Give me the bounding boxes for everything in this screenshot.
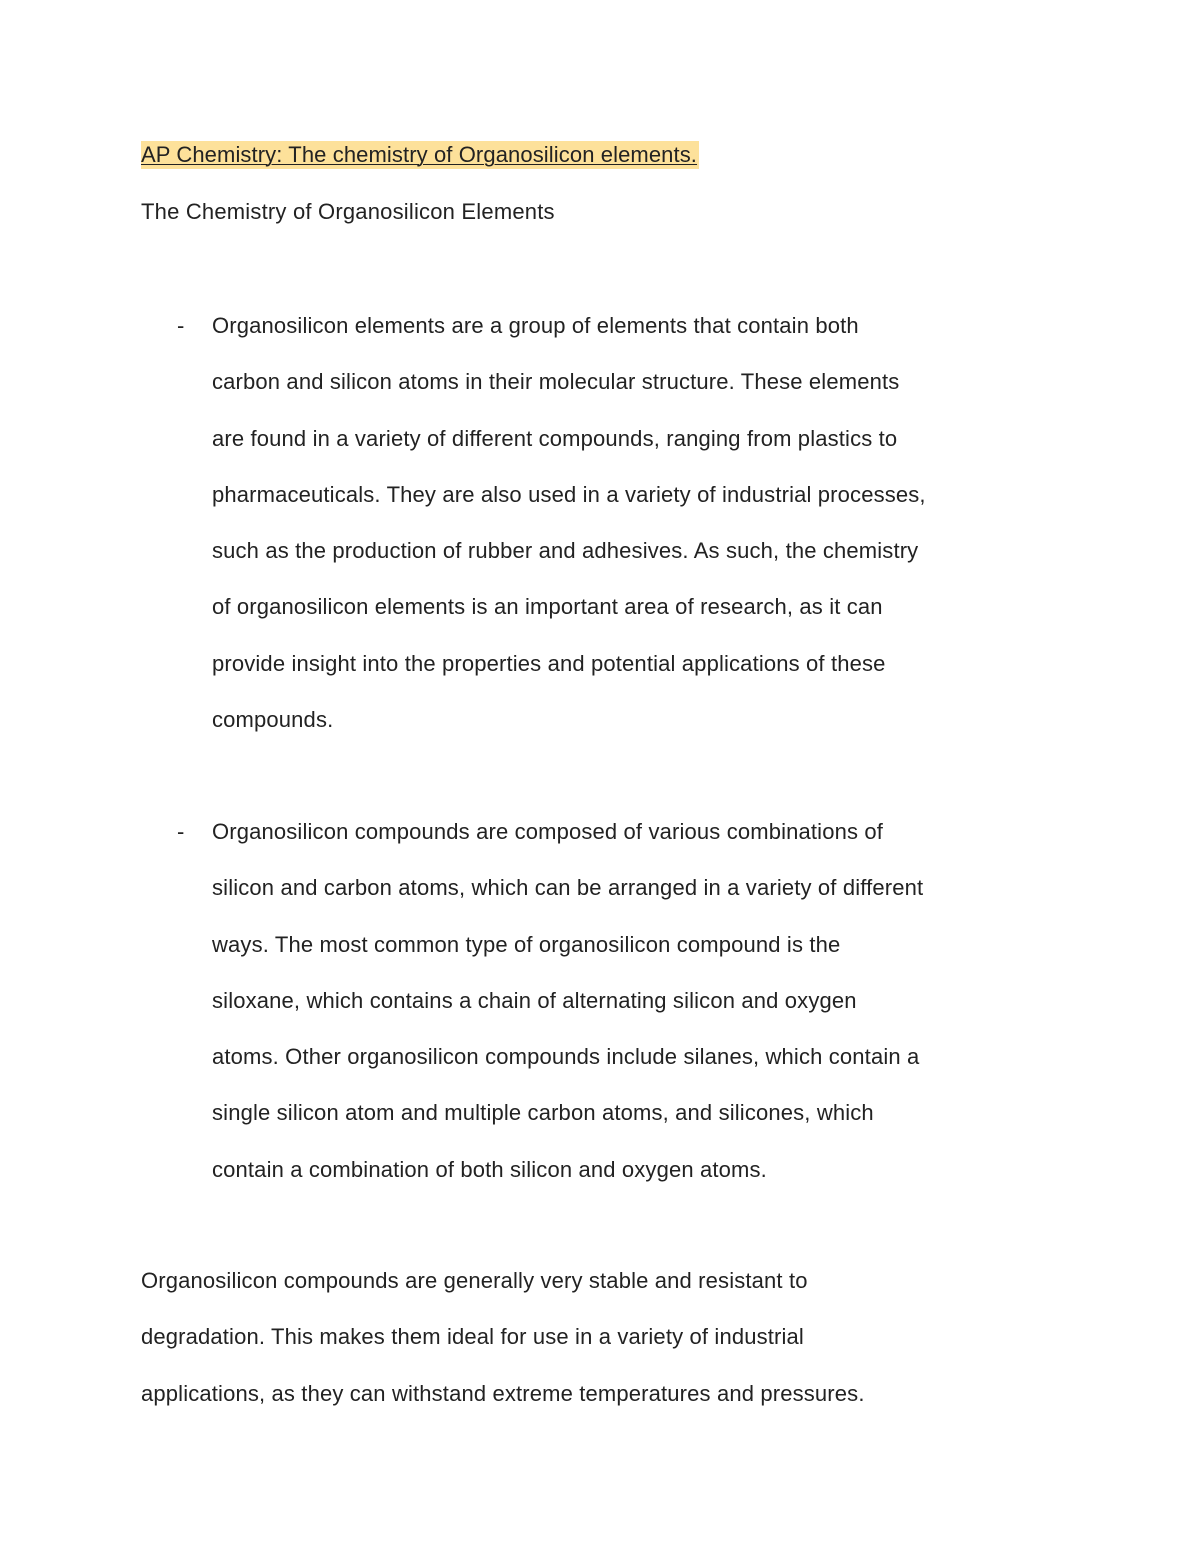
document-title-link[interactable]: AP Chemistry: The chemistry of Organosilicon elements.	[141, 142, 698, 167]
text-line: compounds.	[212, 707, 334, 733]
text-line: provide insight into the properties and potential applications of these	[212, 650, 886, 676]
bullet-text	[212, 298, 1092, 748]
bullet-item-2	[141, 804, 1101, 1199]
text-line: contain a combination of both silicon and oxygen atoms.	[212, 1156, 767, 1182]
text-line: single silicon atom and multiple carbon atoms, and silicones, which	[212, 1100, 874, 1126]
bullet-text	[212, 804, 1092, 1198]
bullet-marker: -	[177, 819, 185, 844]
bullet-marker: -	[177, 313, 185, 338]
text-line: Organosilicon compounds are generally very stable and resistant to	[141, 1268, 808, 1293]
text-line: degradation. This makes them ideal for use in a variety of industrial	[141, 1324, 804, 1350]
bullet-item-1	[141, 298, 1101, 749]
text-line: Organosilicon elements are a group of elements that contain both	[212, 313, 859, 338]
text-line: such as the production of rubber and adhesives. As such, the chemistry	[212, 538, 919, 564]
text-line: siloxane, which contains a chain of alternating silicon and oxygen	[212, 987, 857, 1013]
body-paragraph	[141, 1253, 1101, 1422]
text-line: pharmaceuticals. They are also used in a variety of industrial processes,	[212, 481, 926, 507]
text-line: atoms. Other organosilicon compounds include silanes, which contain a	[212, 1044, 920, 1070]
text-line: silicon and carbon atoms, which can be arranged in a variety of different	[212, 875, 924, 901]
text-line: ways. The most common type of organosilicon compound is the	[212, 931, 841, 957]
text-line: carbon and silicon atoms in their molecular structure. These elements	[212, 369, 900, 395]
document-subtitle: The Chemistry of Organosilicon Elements	[141, 199, 555, 224]
text-line: Organosilicon compounds are composed of various combinations of	[212, 819, 884, 844]
text-line: are found in a variety of different compounds, ranging from plastics to	[212, 425, 898, 451]
text-line: applications, as they can withstand extreme temperatures and pressures.	[141, 1380, 865, 1406]
text-line: of organosilicon elements is an important area of research, as it can	[212, 594, 883, 620]
